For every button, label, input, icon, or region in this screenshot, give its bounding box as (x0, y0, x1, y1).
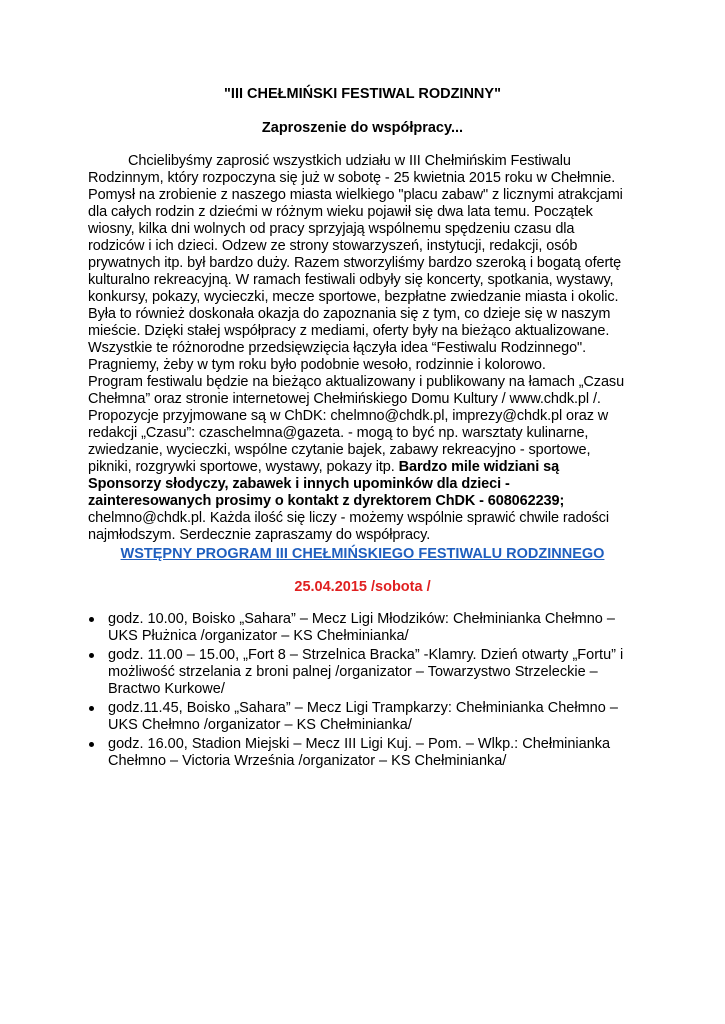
paragraph-line: Pomysł na zrobienie z naszego miasta wielkiego "placu zabaw" z licznymi atrakcjami (88, 187, 623, 203)
document-title: "III CHEŁMIŃSKI FESTIWAL RODZINNY" (224, 86, 501, 102)
bullet-icon (89, 617, 94, 622)
paragraph-line: Rodzinnym, który rozpoczyna się już w sobotę - 25 kwietnia 2015 roku w Chełmnie. (88, 170, 616, 186)
list-item: godz. 11.00 – 15.00, „Fort 8 – Strzelnica Bracka” -Klamry. Dzień otwarty „Fortu” i możliwość strzelania z broni palnej /organizator – Towarzystwo Strzeleckie – Bractwo Kurkowe/ (88, 647, 648, 698)
bullet-icon (89, 653, 94, 658)
bullet-icon (89, 742, 94, 747)
paragraph-line: dla całych rodzin z dziećmi w różnym wieku pojawił się dwa lata temu. Początek (88, 204, 593, 220)
paragraph-line: najmłodszym. Serdecznie zapraszamy do współpracy. (88, 527, 431, 543)
paragraph-line: redakcji „Czasu”: czaschelmna@gazeta. - mogą to być np. warsztaty kulinarne, (88, 425, 589, 441)
list-item: godz. 16.00, Stadion Miejski – Mecz III Ligi Kuj. – Pom. – Wlkp.: Chełminianka Chełmno – Victoria Września /organizator – KS Chełminianka/ (88, 736, 648, 770)
sponsor-callout: Bardzo mile widziani są (398, 459, 560, 475)
list-item: godz. 10.00, Boisko „Sahara” – Mecz Ligi Młodzików: Chełminianka Chełmno – UKS Płużnica /organizator – KS Chełminianka/ (88, 611, 648, 645)
paragraph-line (88, 459, 648, 476)
sponsor-callout-line: Sponsorzy słodyczy, zabawek i innych upominków dla dzieci - (88, 476, 510, 492)
paragraph-line: Pragniemy, żeby w tym roku było podobnie wesoło, rodzinnie i kolorowo. (88, 357, 546, 373)
paragraph-line: prywatnych itp. był bardzo duży. Razem stworzyliśmy bardzo szeroką i bogatą ofertę (88, 255, 622, 271)
sponsor-callout-line: zainteresowanych prosimy o kontakt z dyrektorem ChDK - 608062239; (88, 493, 565, 509)
paragraph-line: zwiedzanie, wycieczki, wspólne czytanie bajek, zabawy rekreacyjno - sportowe, (88, 442, 591, 458)
paragraph-line: wiosny, kilka dni wolnych od pracy sprzyjają wspólnemu spędzeniu czasu dla (88, 221, 575, 237)
list-item: godz.11.45, Boisko „Sahara” – Mecz Ligi Trampkarzy: Chełminianka Chełmno – UKS Chełmno /organizator – KS Chełminianka/ (88, 700, 648, 734)
document-subtitle: Zaproszenie do współpracy... (261, 120, 464, 136)
paragraph-line: Propozycje przyjmowane są w ChDK: chelmno@chdk.pl, imprezy@chdk.pl oraz w (88, 408, 609, 424)
paragraph-line: Wszystkie te różnorodne przedsięwzięcia łączyła idea “Festiwalu Rodzinnego". (88, 340, 587, 356)
bullet-icon (89, 706, 94, 711)
paragraph-line: Była to również doskonała okazja do zapoznania się z tym, co dzieje się w naszym (88, 306, 611, 322)
paragraph-line: Chcielibyśmy zaprosić wszystkich udziału w III Chełmińskim Festiwalu (128, 153, 571, 169)
program-date: 25.04.2015 /sobota / (294, 579, 431, 595)
paragraph-line: kulturalno rekreacyjną. W ramach festiwali odbyły się koncerty, spotkania, wystawy, (88, 272, 614, 288)
paragraph-line: rodziców i ich dzieci. Odzew ze strony stowarzyszeń, instytucji, redakcji, osób (88, 238, 578, 254)
paragraph-line: chelmno@chdk.pl. Każda ilość się liczy - możemy wspólnie sprawić chwile radości (88, 510, 609, 526)
program-list (88, 611, 648, 772)
invitation-paragraph (88, 153, 648, 544)
paragraph-line: mieście. Dzięki stałej współpracy z mediami, oferty były na bieżąco aktualizowane. (88, 323, 610, 339)
paragraph-line: konkursy, pokazy, wycieczki, mecze sportowe, bezpłatne zwiedzanie miasta i okolic. (88, 289, 619, 305)
line-text: pikniki, rozgrywki sportowe, wystawy, pokazy itp. (88, 459, 399, 475)
paragraph-line: Program festiwalu będzie na bieżąco aktualizowany i publikowany na łamach „Czasu (88, 374, 625, 390)
paragraph-line: Chełmna” oraz stronie internetowej Chełmińskiego Domu Kultury / www.chdk.pl /. (88, 391, 601, 407)
program-heading: WSTĘPNY PROGRAM III CHEŁMIŃSKIEGO FESTIWALU RODZINNEGO (120, 546, 605, 562)
